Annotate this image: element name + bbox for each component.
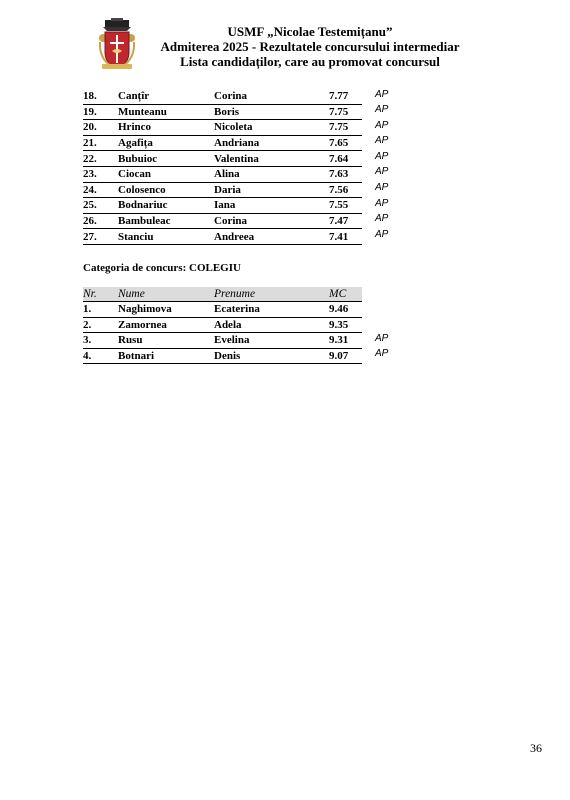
row-nr: 27. [83, 229, 118, 245]
row-status: AP [375, 150, 389, 162]
row-status: AP [375, 197, 389, 209]
table-row [83, 229, 402, 245]
table-row [83, 135, 402, 151]
row-first-name: Corina [214, 213, 329, 229]
row-nr: 19. [83, 104, 118, 120]
row-last-name: Hrinco [118, 120, 214, 136]
row-last-name: Munteanu [118, 104, 214, 120]
row-nr: 2. [83, 317, 118, 333]
row-score: 7.75 [329, 104, 362, 120]
row-last-name: Bodnariuc [118, 198, 214, 214]
row-first-name: Andriana [214, 135, 329, 151]
row-status: AP [375, 213, 389, 225]
row-score: 7.63 [329, 166, 362, 182]
row-first-name: Daria [214, 182, 329, 198]
row-status: AP [375, 104, 389, 116]
document-header [140, 24, 480, 69]
table-row [83, 104, 402, 120]
row-first-name: Boris [214, 104, 329, 120]
row-last-name: Bambuleac [118, 213, 214, 229]
table-row [83, 182, 402, 198]
row-last-name: Stanciu [118, 229, 214, 245]
row-score: 9.35 [329, 317, 362, 333]
header-nr: Nr. [83, 287, 118, 302]
row-status [362, 302, 402, 318]
table-row [83, 151, 402, 167]
row-first-name: Denis [214, 348, 329, 364]
row-score: 9.46 [329, 302, 362, 318]
row-last-name: Zamornea [118, 317, 214, 333]
row-last-name: Botnari [118, 348, 214, 364]
university-coat-of-arms-icon [97, 18, 137, 70]
row-score: 7.65 [329, 135, 362, 151]
header-status-blank [362, 287, 402, 302]
row-first-name: Andreea [214, 229, 329, 245]
row-score: 7.64 [329, 151, 362, 167]
row-nr: 23. [83, 166, 118, 182]
row-status: AP [375, 166, 389, 178]
table-header-row [83, 287, 402, 302]
page-number: 36 [530, 741, 542, 755]
table-row [83, 198, 402, 214]
row-last-name: Bubuioc [118, 151, 214, 167]
row-status: AP [375, 332, 389, 344]
row-first-name: Valentina [214, 151, 329, 167]
row-score: 7.56 [329, 182, 362, 198]
row-status: AP [375, 182, 389, 194]
row-score: 7.75 [329, 120, 362, 136]
row-nr: 24. [83, 182, 118, 198]
row-status: AP [375, 348, 389, 360]
row-score: 9.07 [329, 348, 362, 364]
row-last-name: Ciocan [118, 166, 214, 182]
row-status: AP [375, 135, 389, 147]
table-row [83, 89, 402, 104]
row-last-name: Agafița [118, 135, 214, 151]
row-last-name: Rusu [118, 333, 214, 349]
row-first-name: Nicoleta [214, 120, 329, 136]
table-row [83, 166, 402, 182]
section-title-college: Categoria de concurs: COLEGIU [83, 262, 241, 274]
results-table-college [83, 287, 402, 364]
results-table-continued [83, 89, 402, 245]
row-last-name: Canțîr [118, 89, 214, 104]
row-score: 7.47 [329, 213, 362, 229]
row-nr: 20. [83, 120, 118, 136]
row-nr: 18. [83, 89, 118, 104]
row-last-name: Naghimova [118, 302, 214, 318]
header-score: MC [329, 287, 362, 302]
row-status: AP [375, 89, 389, 100]
row-nr: 4. [83, 348, 118, 364]
table-row [83, 302, 402, 318]
header-first-name: Prenume [214, 287, 329, 302]
row-status [362, 317, 402, 333]
row-first-name: Corina [214, 89, 329, 104]
table-row [83, 213, 402, 229]
row-nr: 26. [83, 213, 118, 229]
row-score: 7.41 [329, 229, 362, 245]
header-list-title: Lista candidaților, care au promovat concursul [180, 54, 440, 69]
row-score: 7.55 [329, 198, 362, 214]
row-status: AP [375, 228, 389, 240]
table-row [83, 333, 402, 349]
row-status: AP [375, 119, 389, 131]
row-nr: 3. [83, 333, 118, 349]
row-first-name: Alina [214, 166, 329, 182]
table-row [83, 120, 402, 136]
row-first-name: Ecaterina [214, 302, 329, 318]
row-first-name: Adela [214, 317, 329, 333]
row-last-name: Colosenco [118, 182, 214, 198]
row-nr: 22. [83, 151, 118, 167]
row-score: 7.77 [329, 89, 362, 104]
row-nr: 21. [83, 135, 118, 151]
table-row [83, 348, 402, 364]
header-admission-title: Admiterea 2025 - Rezultatele concursului intermediar [160, 39, 460, 54]
row-first-name: Evelina [214, 333, 329, 349]
header-institution: USMF „Nicolae Testemițanu” [227, 24, 393, 39]
header-last-name: Nume [118, 287, 214, 302]
row-nr: 1. [83, 302, 118, 318]
table-row [83, 317, 402, 333]
row-first-name: Iana [214, 198, 329, 214]
row-score: 9.31 [329, 333, 362, 349]
row-nr: 25. [83, 198, 118, 214]
